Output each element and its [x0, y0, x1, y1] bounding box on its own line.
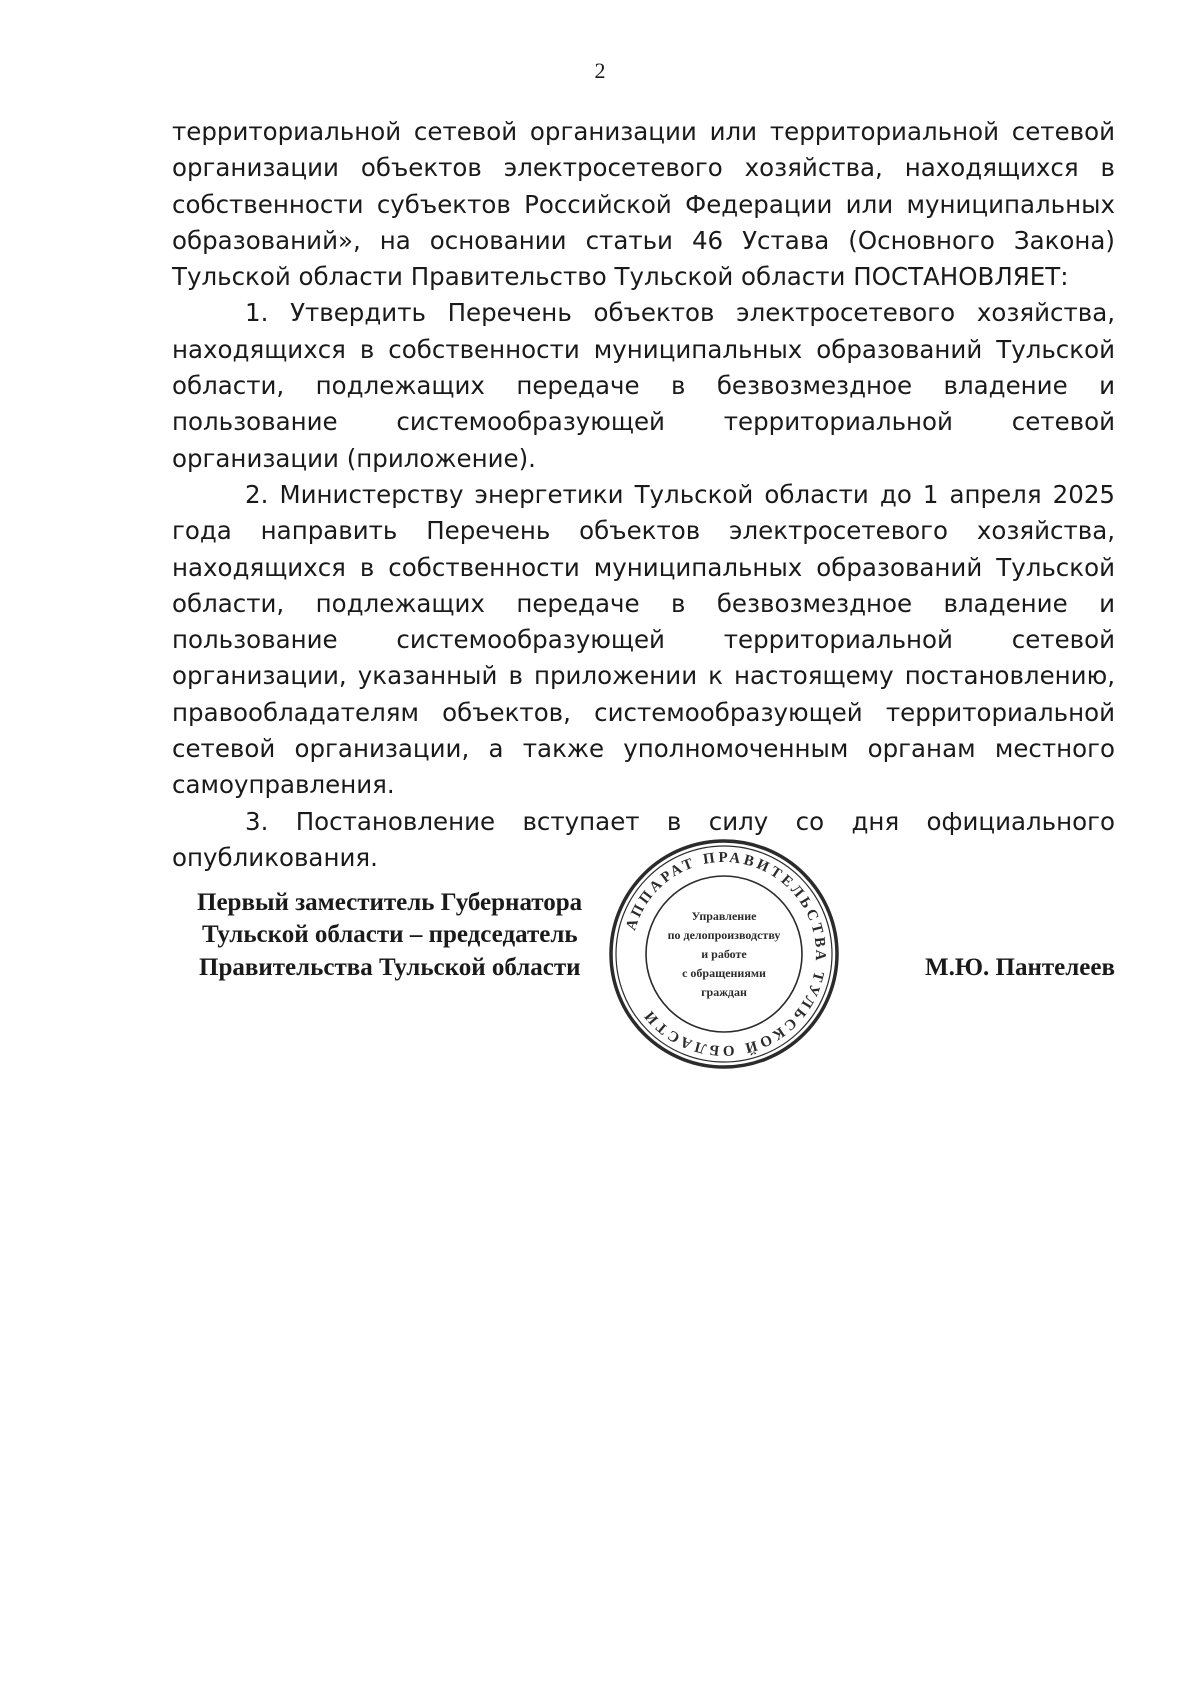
seal-center-text — [668, 909, 781, 999]
signatory-title-line-3: Правительства Тульской области — [199, 954, 581, 981]
paragraph-item-1: 1. Утвердить Перечень объектов электросетевого хозяйства, находящихся в собственности муниципальных образований Тульской области, подлежащих передаче в безвозмездное владение и пользование системообразующей территориальной сетевой организации (приложение). — [172, 298, 1115, 473]
official-seal — [608, 838, 840, 1070]
page-number: 2 — [594, 58, 606, 83]
seal-center-line-1: Управление — [691, 909, 757, 923]
seal-center-line-2: по делопроизводству — [667, 928, 781, 942]
seal-ring-textpath: АППАРАТ ПРАВИТЕЛЬСТВА ТУЛЬСКОЙ ОБЛАСТИ — [623, 849, 829, 1059]
seal-center-line-3: и работе — [701, 947, 747, 961]
signatory-title-line-2: Тульской области – председатель — [202, 921, 578, 948]
signatory-title-line-1: Первый заместитель Губернатора — [197, 889, 583, 916]
seal-center-line-5: граждан — [701, 985, 747, 999]
signatory-name: М.Ю. Пантелеев — [925, 954, 1115, 981]
document-body — [172, 114, 1115, 876]
paragraph-item-3: 3. Постановление вступает в силу со дня официального опубликования. — [172, 806, 1115, 872]
paragraph-preamble: территориальной сетевой организации или территориальной сетевой организации объектов электросетевого хозяйства, находящихся в собственности субъектов Российской Федерации или муниципальных образований», на основании статьи 46 Устава (Основного Закона) Тульской области Правительство Тульской области ПОСТАНОВЛЯЕТ: — [172, 117, 1115, 292]
paragraph-item-2: 2. Министерству энергетики Тульской области до 1 апреля 2025 года направить Перечень объектов электросетевого хозяйства, находящихся в собственности муниципальных образований Тульской области, подлежащих передаче в безвозмездное владение и пользование системообразующей территориальной сетевой организации, указанный в приложении к настоящему постановлению, правообладателям объектов, системообразующей территориальной сетевой организации, а также уполномоченным органам местного самоуправления. — [172, 479, 1115, 800]
seal-center-line-4: с обращениями — [682, 966, 766, 980]
